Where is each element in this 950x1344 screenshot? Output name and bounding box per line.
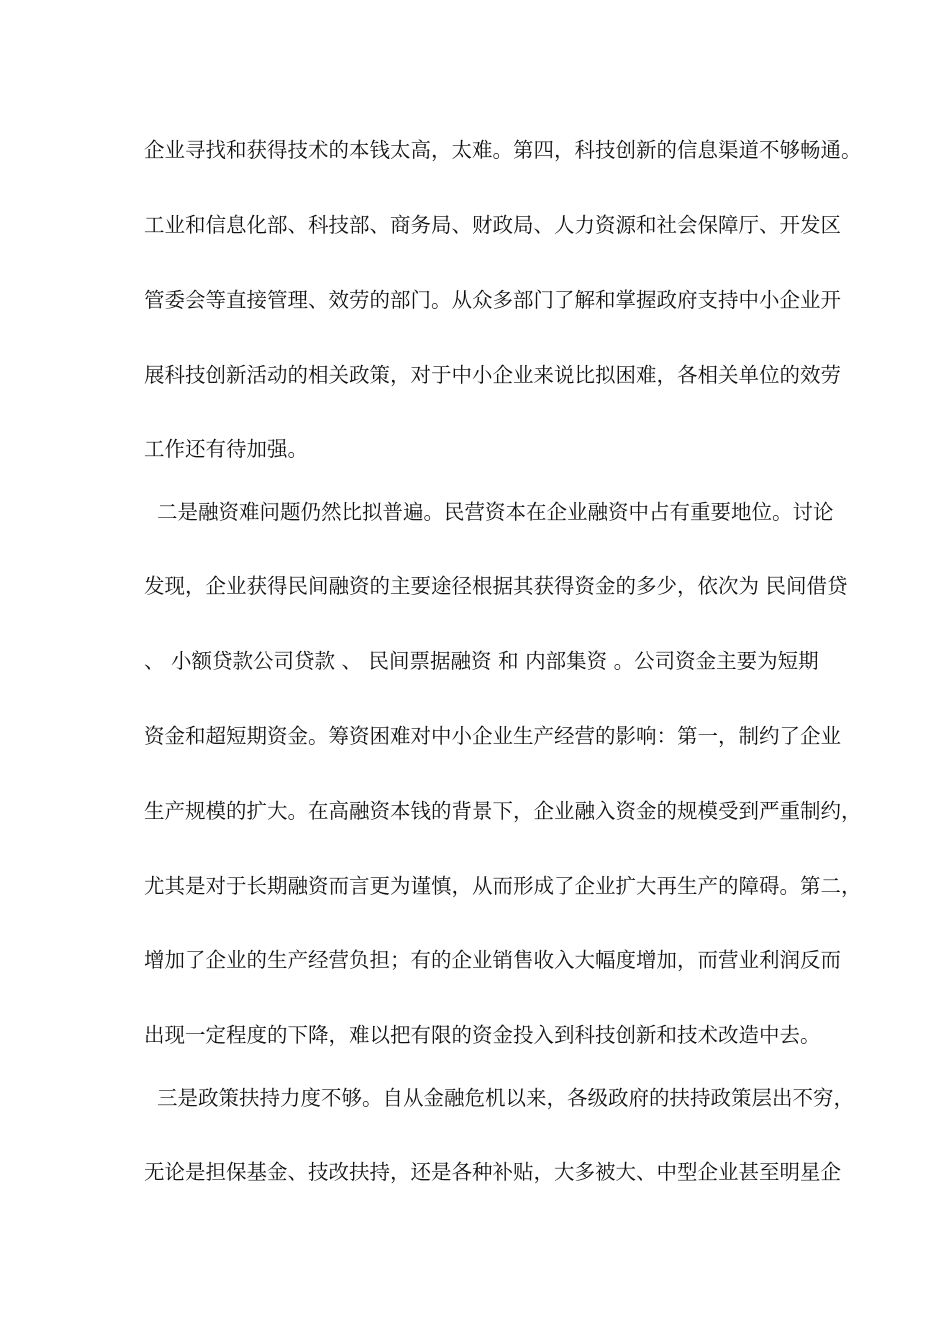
text-line: 工作还有待加强。 <box>144 437 308 461</box>
paragraph-start-line: 三是政策扶持力度不够。自从金融危机以来，各级政府的扶持政策层出不穷， <box>144 1086 855 1110</box>
text-line: 出现一定程度的下降，难以把有限的资金投入到科技创新和技术改造中去。 <box>144 1023 821 1047</box>
text-line: 尤其是对于长期融资而言更为谨慎，从而形成了企业扩大再生产的障碍。第二， <box>144 874 862 898</box>
paragraph-start-line: 二是融资难问题仍然比拟普遍。民营资本在企业融资中占有重要地位。讨论 <box>144 500 834 524</box>
text-line: 无论是担保基金、技改扶持，还是各种补贴，大多被大、中型企业甚至明星企 <box>144 1160 841 1184</box>
text-line: 生产规模的扩大。在高融资本钱的背景下，企业融入资金的规模受到严重制约， <box>144 799 862 823</box>
text-line: 资金和超短期资金。筹资困难对中小企业生产经营的影响：第一，制约了企业 <box>144 724 841 748</box>
text-line: 企业寻找和获得技术的本钱太高，太难。第四，科技创新的信息渠道不够畅通。 <box>144 138 862 162</box>
text-line: 增加了企业的生产经营负担；有的企业销售收入大幅度增加，而营业利润反而 <box>144 948 841 972</box>
text-line: 、 小额贷款公司贷款 、 民间票据融资 和 内部集资 。公司资金主要为短期 <box>144 649 819 673</box>
text-line: 工业和信息化部、科技部、商务局、财政局、人力资源和社会保障厅、开发区 <box>144 213 841 237</box>
text-line: 管委会等直接管理、效劳的部门。从众多部门了解和掌握政府支持中小企业开 <box>144 288 841 312</box>
text-line: 展科技创新活动的相关政策，对于中小企业来说比拟困难，各相关单位的效劳 <box>144 363 841 387</box>
text-line: 发现，企业获得民间融资的主要途径根据其获得资金的多少，依次为 民间借贷 <box>144 574 848 598</box>
